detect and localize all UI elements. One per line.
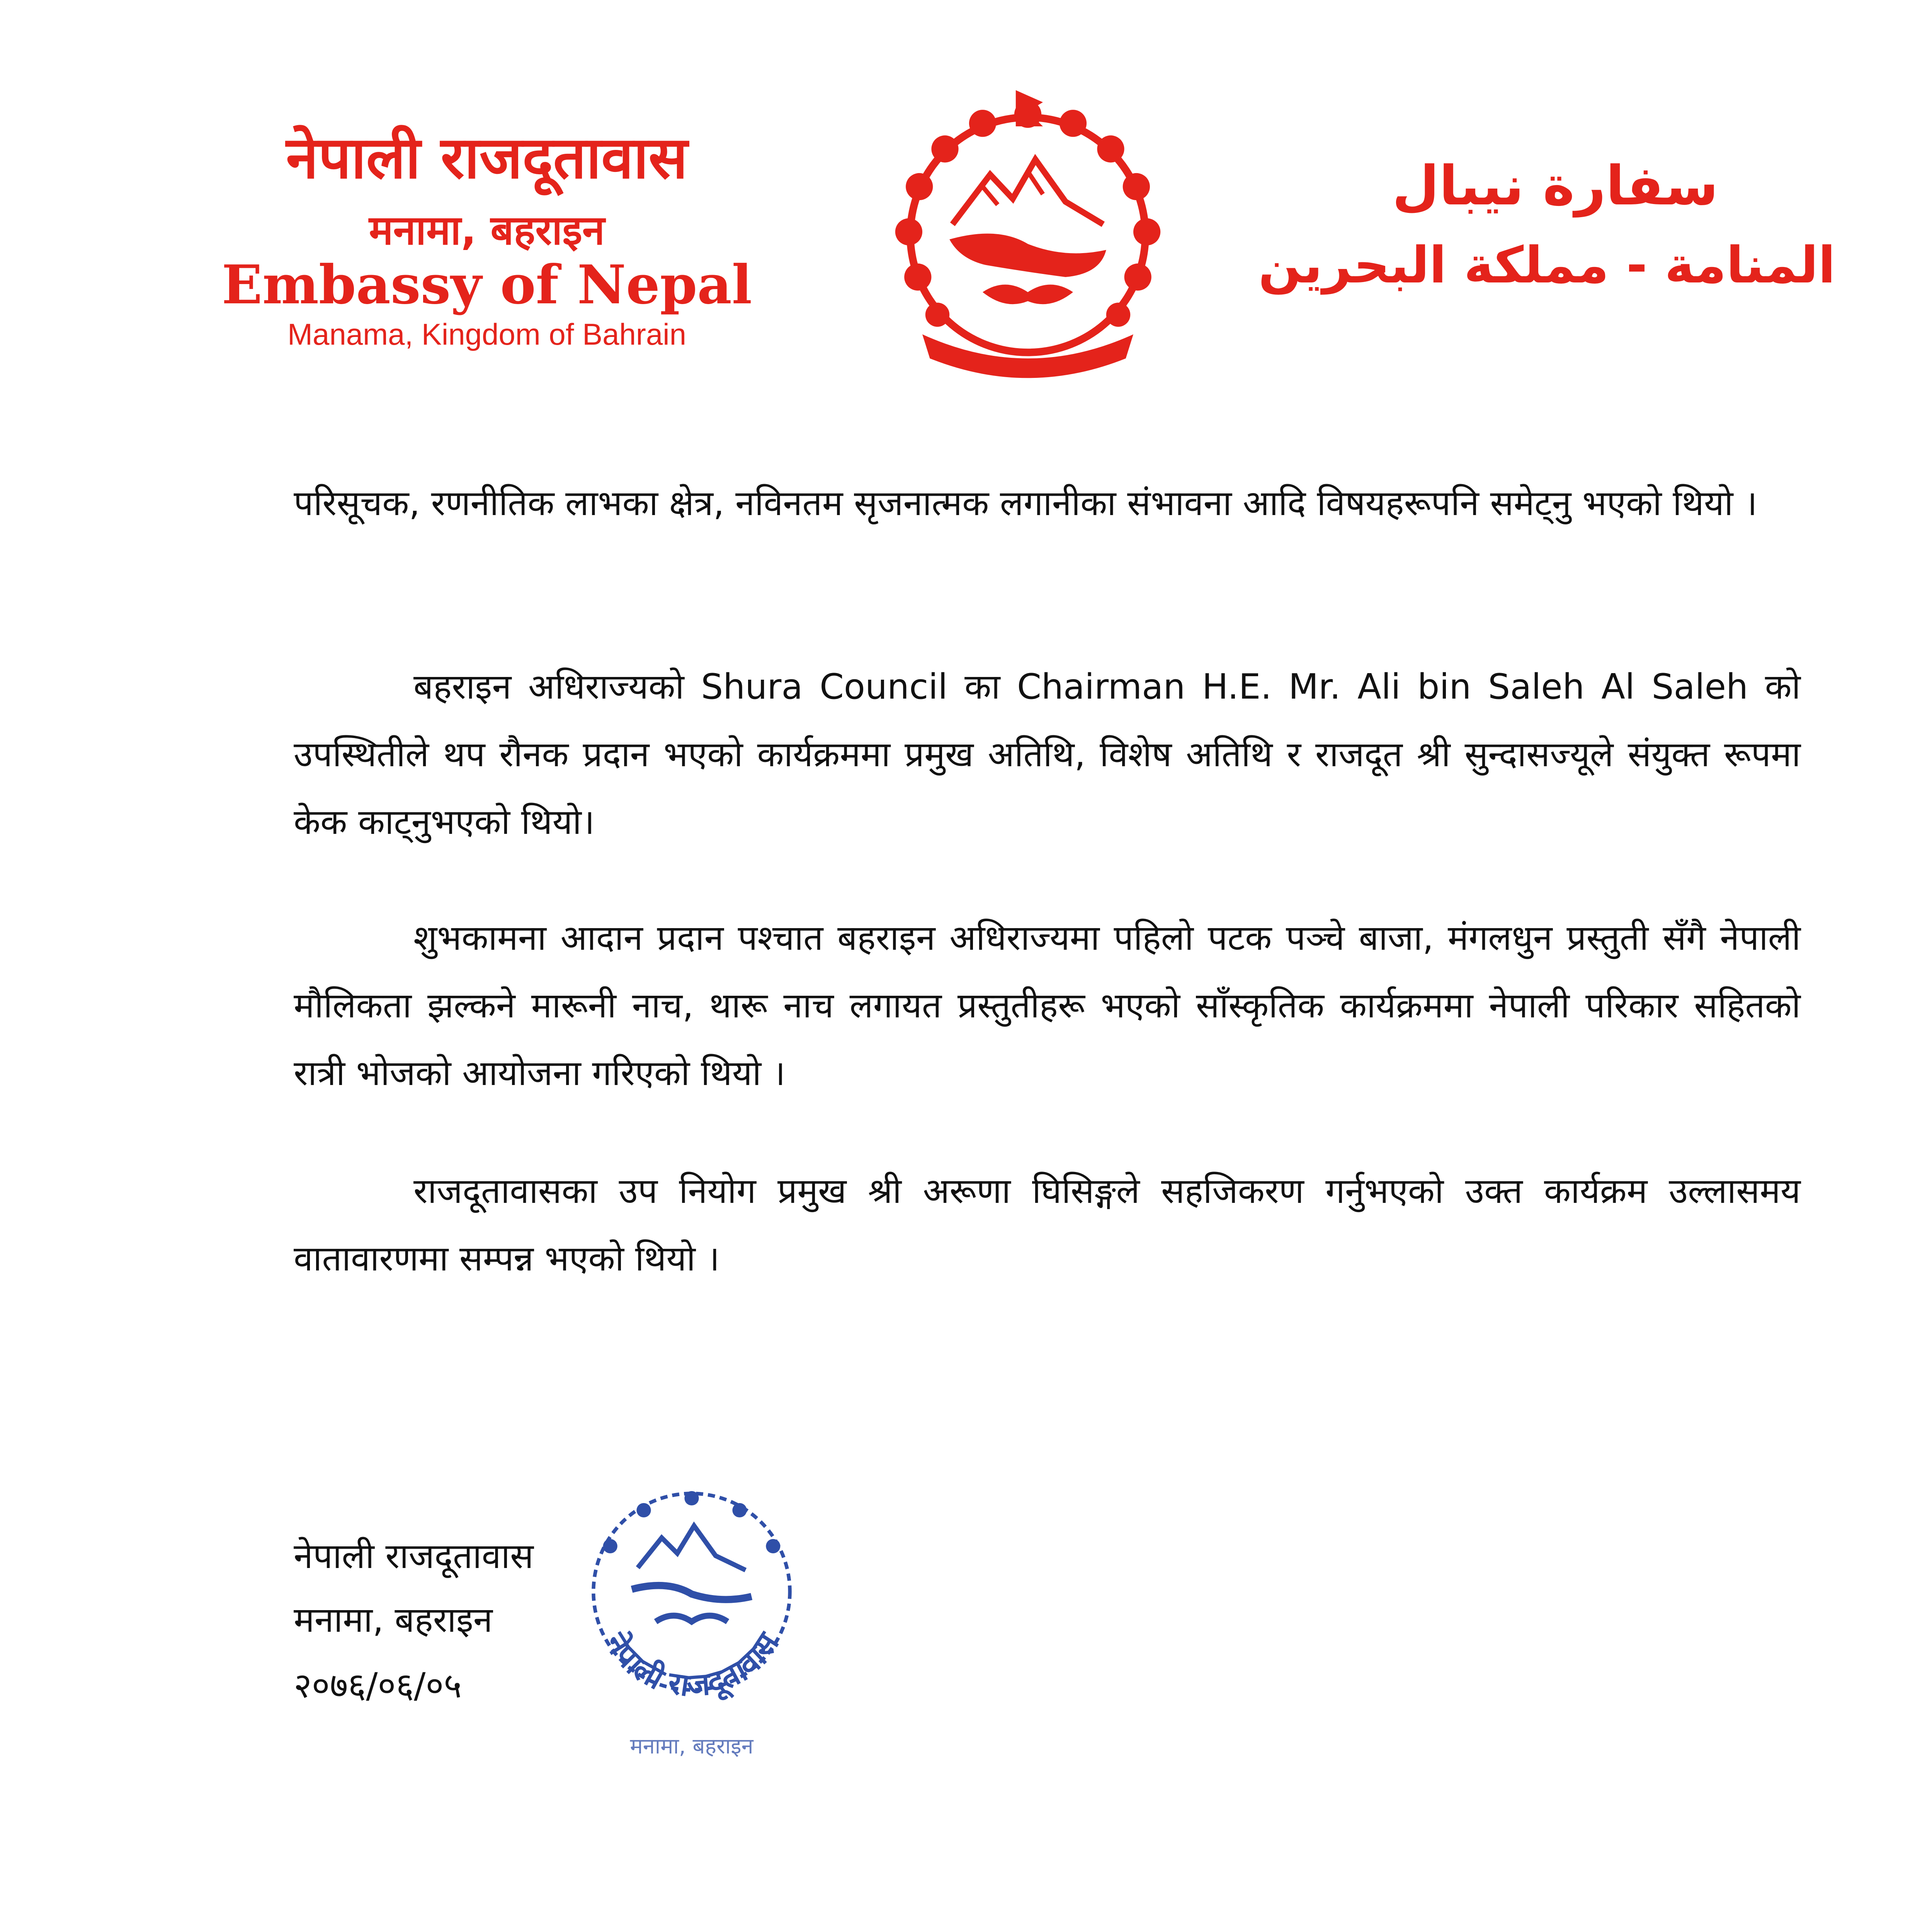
paragraph-3: शुभकामना आदान प्रदान पश्चात बहराइन अधिराज्यमा पहिलो पटक पञ्चे बाजा, मंगलधुन प्रस्तुती सँगै नेपाली मौलिकता झल्कने मारूनी नाच, थारू नाच लगायत प्रस्तुतीहरू भएको साँस्कृतिक कार्यक्रममा नेपाली परिकार सहितको रात्री भोजको आयोजना गरिएको थियो । [294,918,1801,1094]
paragraph-4: राजदूतावासका उप नियोग प्रमुख श्री अरूणा घिसिङ्गले सहजिकरण गर्नुभएको उक्त कार्यक्रम उल्लासमय वातावारणमा सम्पन्न भएको थियो । [294,1171,1801,1279]
svg-text:नेपाली राजदूतावास [597,1626,787,1704]
signature-city: मनामा, बहराइन [294,1600,493,1640]
paragraph-2: बहराइन अधिराज्यको Shura Council का Chairman H.E. Mr. Ali bin Saleh Al Saleh को उपस्थितीले थप रौनक प्रदान भएको कार्यक्रममा प्रमुख अतिथि, विशेष अतिथि र राजदूत श्री सुन्दासज्यूले संयुक्त रूपमा केक काट्नुभएको थियो। [294,667,1801,842]
letterhead-arabic-title: سفارة نيبال [1392,155,1718,218]
letterhead-english-title: Embassy of Nepal [221,253,752,316]
official-stamp-icon [572,1484,811,1777]
letterhead-english-city: Manama, Kingdom of Bahrain [287,317,686,351]
signature-date: २०७६/०६/०५ [294,1665,462,1706]
letterhead-nepali-city: मनामा, बहराइन [369,207,605,254]
letterhead-nepali-title: नेपाली राजदूतावास [286,124,688,192]
paragraph-1: परिसूचक, रणनीतिक लाभका क्षेत्र, नविनतम सृजनात्मक लगानीका संभावना आदि विषयहरूपनि समेट्नु भएको थियो । [294,483,1758,524]
stamp-text: नेपाली राजदूतावास [597,1626,786,1704]
stamp-subtext: मनामा, बहराइन [630,1733,753,1759]
letterhead-arabic-city: المنامة - مملكة البحرين [1258,236,1835,294]
nepal-coat-of-arms-icon [877,81,1179,383]
signature-org: नेपाली राजदूतावास [294,1536,534,1577]
